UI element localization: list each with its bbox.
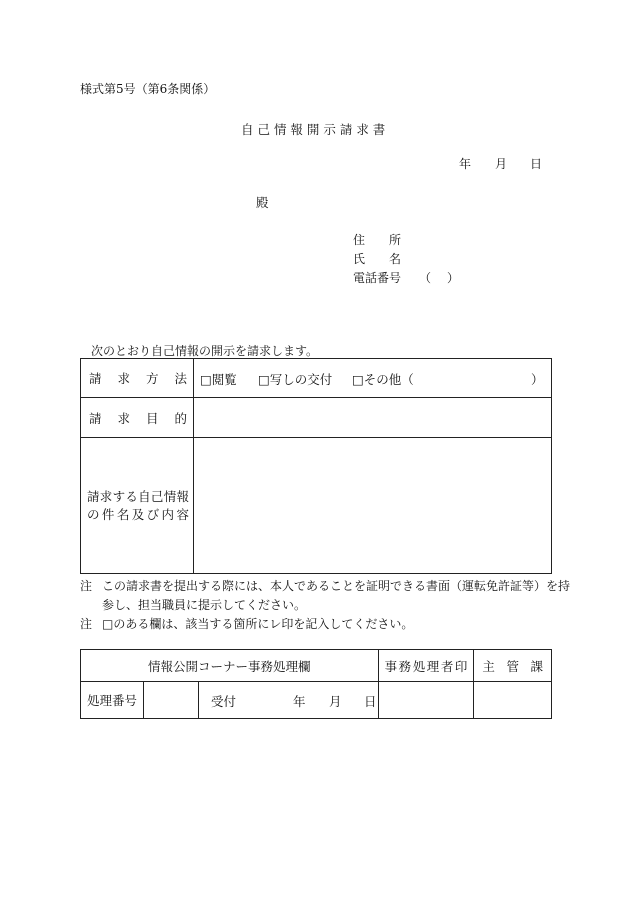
subject-label-char: 内 [161, 506, 175, 522]
subject-label-char: 求 [99, 488, 113, 504]
processor-seal-header [378, 650, 474, 682]
purpose-label-cell [81, 398, 194, 438]
seal-header-char: 者 [440, 658, 454, 674]
processor-seal-box[interactable] [378, 682, 474, 719]
purpose-input-cell[interactable] [194, 398, 552, 438]
form-number: 様式第5号（第6条関係） [80, 82, 216, 96]
method-options-cell [194, 359, 552, 398]
received-month: 月 [329, 694, 342, 709]
phone-paren-open: （ [419, 271, 432, 285]
purpose-label-char: 請 [89, 410, 102, 426]
processing-number-input[interactable] [144, 682, 199, 719]
subject-label-char: 報 [176, 488, 189, 504]
subject-label-cell [81, 438, 194, 574]
subject-label-char: び [146, 506, 160, 522]
subject-input-cell[interactable] [194, 438, 552, 574]
option-copy-checkbox[interactable]: □写しの交付 [258, 372, 333, 387]
purpose-label-char: 求 [117, 410, 130, 426]
supervising-header-char: 管 [506, 658, 519, 674]
received-day: 日 [364, 694, 377, 709]
intro-text: 次のとおり自己情報の開示を請求します。 [91, 344, 319, 358]
method-label-char: 方 [145, 371, 159, 386]
note2-text: □のある欄は、該当する箇所にレ印を記入してください。 [102, 617, 414, 631]
option-view-checkbox[interactable]: □閲覧 [200, 372, 237, 387]
supervising-header-char: 主 [482, 658, 495, 674]
note2-mark: 注 [80, 617, 93, 631]
supervising-section-header [474, 650, 552, 682]
subject-label-char: る [125, 488, 138, 504]
seal-header-char: 処 [412, 658, 426, 674]
received-date-cell [199, 682, 379, 719]
request-table [80, 358, 552, 574]
processing-number-label: 処理番号 [81, 682, 144, 719]
subject-label-char: 自 [138, 488, 151, 504]
seal-header-char: 事 [384, 658, 398, 674]
supervising-header-char: 課 [530, 658, 543, 674]
addressee-suffix: 殿 [256, 195, 269, 210]
office-table [80, 649, 552, 719]
subject-label-char: 名 [116, 506, 130, 522]
seal-header-char: 印 [454, 658, 468, 674]
received-label: 受付 [211, 694, 237, 709]
subject-label-char: 容 [176, 506, 189, 522]
purpose-label-char: 的 [174, 410, 187, 426]
office-section-title: 情報公開コーナー事務処理欄 [81, 650, 379, 682]
subject-label-char: の [87, 506, 100, 522]
date-day: 日 [530, 157, 543, 171]
purpose-label-char: 目 [145, 410, 159, 426]
option-other-close: ） [531, 372, 544, 387]
form-title: 自 己 情 報 開 示 請 求 書 [241, 122, 386, 137]
date-year: 年 [459, 157, 472, 171]
seal-header-char: 理 [426, 658, 440, 674]
name-label-1: 氏 [353, 252, 366, 266]
note1-line1: この請求書を提出する際には、本人であることを証明できる書面（運転免許証等）を持 [102, 579, 571, 593]
method-label-char: 請 [89, 371, 102, 386]
address-label-1: 住 [353, 233, 366, 247]
date-month: 月 [495, 157, 508, 171]
address-label-2: 所 [389, 233, 402, 247]
received-year: 年 [293, 694, 306, 709]
method-label-cell [81, 359, 194, 398]
name-label-2: 名 [389, 252, 402, 266]
supervising-section-box[interactable] [474, 682, 552, 719]
subject-label-char: 情 [163, 488, 177, 504]
subject-label-char: 己 [150, 488, 164, 504]
subject-label-char: 請 [87, 488, 100, 504]
seal-header-char: 務 [398, 658, 412, 674]
phone-paren-close: ） [447, 271, 460, 285]
method-label-char: 法 [174, 371, 187, 386]
method-label-char: 求 [117, 371, 130, 386]
subject-label-char: 件 [101, 506, 115, 522]
phone-label: 電話番号 [353, 271, 402, 285]
option-other-checkbox[interactable]: □その他（ [352, 372, 414, 387]
note1-mark: 注 [80, 579, 93, 593]
subject-label-char: す [112, 488, 126, 504]
subject-label-char: 及 [131, 506, 145, 522]
note1-line2: 参し、担当職員に提示してください。 [102, 598, 307, 612]
